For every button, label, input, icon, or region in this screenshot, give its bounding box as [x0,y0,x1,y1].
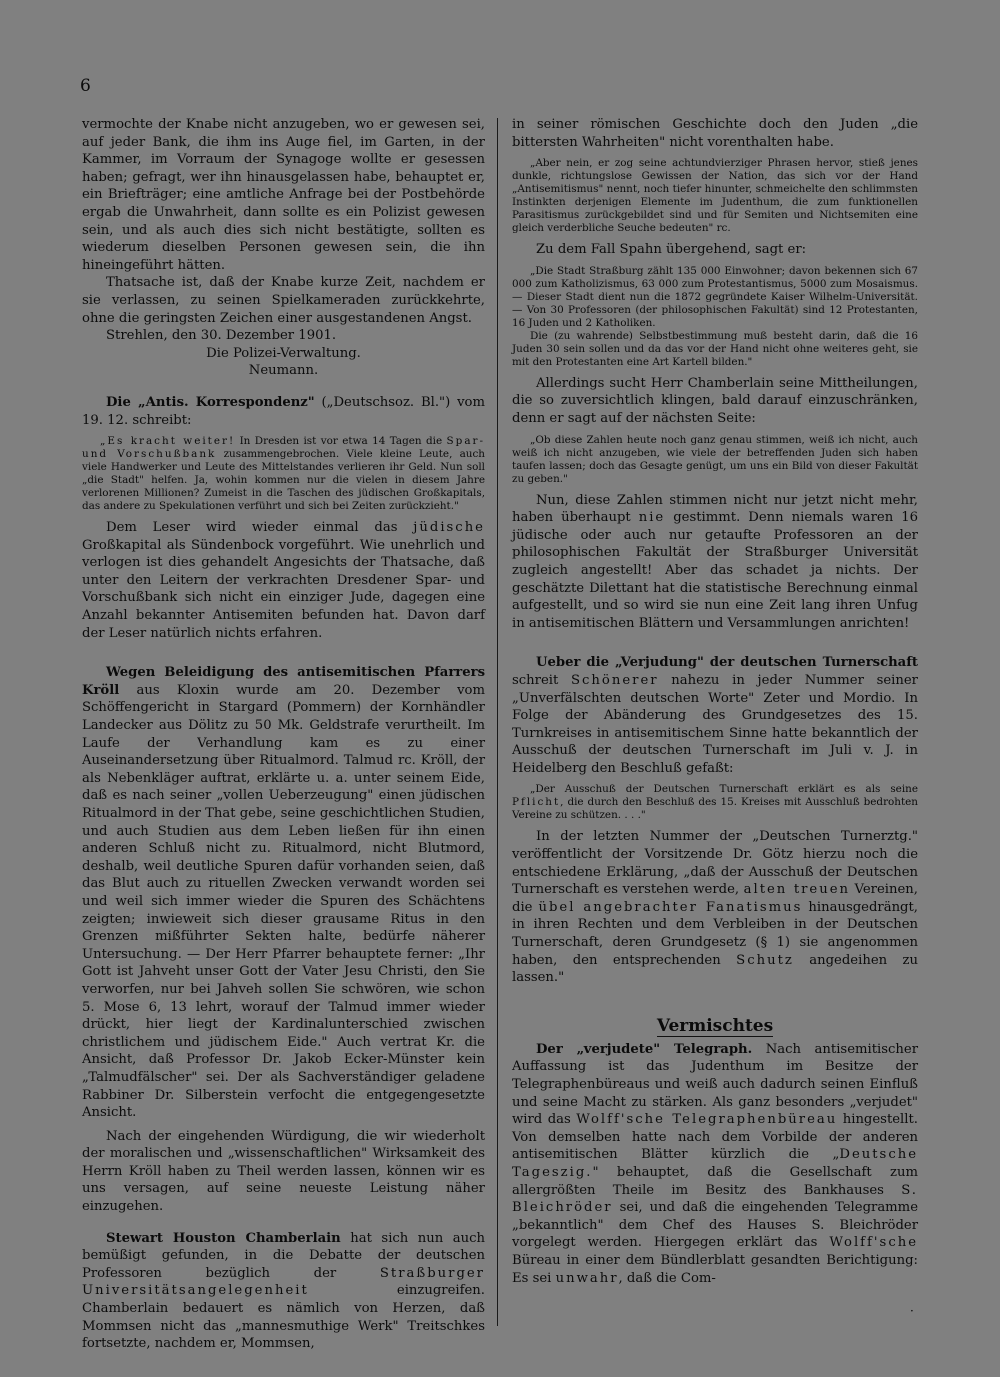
quote-block: Die (zu wahrende) Selbstbestimmung muß besteht darin, daß die 16 Juden 30 sein sollen und da das vor der Hand nicht ohne weiteres geht, sie mit den Protestanten eine Art Kartell bilden." [512,329,918,368]
paragraph: Nach der eingehenden Würdigung, die wir wiederholt der moralischen und „wissenschaftlichen" Wirksamkeit des Herrn Kröll haben zu Theil werden lassen, können wir es uns versagen, auf seine neueste Leistung näher einzugehen. [82,1128,485,1215]
heading-bold: Ueber die „Verjudung" der deutschen Turnerschaft [536,655,918,671]
paragraph: Zu dem Fall Spahn übergehend, sagt er: [536,242,807,258]
heading-rest: („Deutschsoz. Bl.") vom 19. 12. schreibt: [82,394,485,428]
paragraph: in seiner römischen Geschichte doch den Juden „die bittersten Wahrheiten" nicht vorenthalten habe. [512,117,918,150]
signature-name: Neumann. [248,363,319,379]
signature-office: Die Polizei-Verwaltung. [206,345,361,361]
section-heading: Vermischtes [656,1015,774,1036]
heading-bold: Die „Antis. Korrespondenz" [106,394,315,410]
quote-block: „Aber nein, er zog seine achtundvierziger Phrasen hervor, stieß jenes dunkle, richtungslose Gewissen der Nation, das sich vor der Hand „Antisemitismus" nennt, noch tiefer hinunter, schmeichelte den schlimmsten Instinkten derjenigen Elemente im Judenthum, die zum funktionellen Parasitismus zurückgebildet sind und für Semiten und Nichtsemiten eine gleich verderbliche Seuche bedeuten" rc. [512,157,918,235]
paragraph: Allerdings sucht Herr Chamberlain seine Mittheilungen, die so zuversichtlich klingen, bald darauf einzuschränken, denn er sagt auf der nächsten Seite: [512,375,918,426]
margin-mark: · [910,1304,914,1318]
paragraph: Thatsache ist, daß der Knabe kurze Zeit, nachdem er sie verlassen, zu seinen Spielkameraden zurückkehrte, ohne die geringsten Zeichen einer ausgestandenen Angst. [82,275,485,326]
paragraph: Dem Leser wird wieder einmal das jüdische Großkapital als Sündenbock vorgeführt. Wie unehrlich und verlogen ist dies gehandelt Angesichts der Thatsache, daß unter den Leitern der verkrachten Dresdener Spar- und Vorschußbank sich nicht ein einziger Jude, dagegen eine Anzahl bekannter Antisemiten befunden hat. Davon darf der Leser natürlich nichts erfahren. [82,520,485,641]
article-turnerschaft: Ueber die „Verjudung" der deutschen Turnerschaft schreit Schönerer nahezu in jeder Nummer seiner „Unverfälschten deutschen Worte" Zeter und Mordio. In Folge der Abänderung des Grundgesetzes des 15. Turnkreises in antisemitischem Sinne hatte bekanntlich der Ausschuß der deutschen Turnerschaft im Juli v. J. in Heidelberg den Beschluß gefaßt: [512,655,918,776]
paragraph: vermochte der Knabe nicht anzugeben, wo er gewesen sei, auf jeder Bank, die ihm ins Auge fiel, im Garten, in der Kammer, im Vorraum der Synagoge wollte er gesessen haben; gefragt, wer ihn hinausgelassen habe, behauptet er, ein Briefträger; eine amtliche Anfrage bei der Postbehörde ergab die Unwahrheit, dann sollte es ein Polizist gewesen sein, und als auch dies sich nicht bestätigte, sollten es wiederum dieselben Personen gewesen sein, die ihn hineingeführt hätten. [82,117,485,273]
right-column [512,116,918,1287]
article-pfarrer: Wegen Beleidigung des antisemitischen Pfarrers Kröll aus Kloxin wurde am 20. Dezember vom Schöffengericht in Stargard (Pommern) der Kornhändler Landecker aus Dölitz zu 50 Mk. Geldstrafe verurtheilt. Im Laufe der Verhandlung kam es zu einer Auseinandersetzung über Ritualmord. Talmud rc. Kröll, der als Nebenkläger auftrat, erklärte u. a. unter seinem Eide, daß es nach seiner „vollen Ueberzeugung" einen jüdischen Ritualmord in der That gebe, seine geschichtlichen Studien, und auch Studien aus dem Leben ließen für ihn einen anderen Schluß nicht zu. Ritualmord, nicht Blutmord, deshalb, weil deutliche Spuren dafür vorhanden seien, daß das Blut auch zu rituellen Zwecken verwandt worden sei und weil sich immer wieder die Spuren des Schächtens zeigten; inwieweit sich dieser grausame Ritus in den Grenzen mißführter Sekten halte, bedürfe näherer Untersuchung. — Der Herr Pfarrer behauptete ferner: „Ihr Gott ist Jahveht unser Gott der Vater Jesu Christi, den Sie verworfen, nur bei Jahveh sollen Sie schwören, wie schon 5. Mose 6, 13 lehrt, worauf der Talmud immer wieder drückt, hier liegt der Kardinalunterschied zwischen christlichem und jüdischem Eide." Auch vertrat Kr. die Ansicht, daß Professor Dr. Jakob Ecker-Münster kein „Talmudfälscher" sei. Der als Sachverständiger geladene Rabbiner Dr. Silberstein verfocht die entgegengesetzte Ansicht. [82,665,485,1121]
paragraph: In der letzten Nummer der „Deutschen Turnerztg." veröffentlicht der Vorsitzende Dr. Götz hierzu noch die entschiedene Erklärung, „daß der Ausschuß der Deutschen Turnerschaft es verstehen werde, alten treuen Vereinen, die übel angebrachter Fanatismus hinausgedrängt, in ihren Rechten und dem Verbleiben in der Deutschen Turnerschaft, deren Grundgesetz (§ 1) sie angenommen haben, den entsprechenden Schutz angedeihen zu lassen." [512,829,918,986]
dateline: Strehlen, den 30. Dezember 1901. [106,328,337,344]
quote-block: „Die Stadt Straßburg zählt 135 000 Einwohner; davon bekennen sich 67 000 zum Katholizismus, 63 000 zum Protestantismus, 5000 zum Mosaismus. — Dieser Stadt dient nun die 1872 gegründete Kaiser Wilhelm-Universität. — Von 30 Professoren (der philosophischen Fakultät) sind 12 Protestanten, 16 Juden und 2 Katholiken. [512,264,918,329]
heading-bold: Der „verjudete" Telegraph. [536,1041,753,1057]
heading-bold: Stewart Houston Chamberlain [106,1230,341,1246]
article-telegraph: Der „verjudete" Telegraph. Nach antisemitischer Auffassung ist das Judenthum im Besitze der Telegraphenbüreaus und weiß auch dadurch seinen Einfluß und seine Macht zu stärken. Als ganz besonders „verjudet" wird das Wolff'sche Telegraphenbüreau hingestellt. Von demselben hatte nach dem Vorbilde der anderen antisemitischen Blätter kürzlich die „Deutsche Tageszig." behauptet, daß die Gesellschaft zum allergrößten Theile im Besitz des Bankhauses S. Bleichröder sei, und daß die eingehenden Telegramme „bekanntlich" dem Chef des Hauses S. Bleichröder vorgelegt werden. Hiergegen erklärt das Wolff'sche Büreau in einer dem Bündlerblatt gesandten Berichtigung: Es sei unwahr, daß die Com- [512,1041,918,1286]
column-divider [497,118,498,1326]
quote-block: „Ob diese Zahlen heute noch ganz genau stimmen, weiß ich nicht, auch weiß ich nicht anzugeben, wie viele der betreffenden Juden sich haben taufen lassen; doch das Gesagte genügt, um uns ein Bild von dieser Fakultät zu geben." [512,433,918,485]
page-number: 6 [80,76,91,96]
left-column [82,116,485,1353]
article-chamberlain: Stewart Houston Chamberlain hat sich nun auch bemüßigt gefunden, in die Debatte der deutschen Professoren bezüglich der Straßburger Universitätsangelegenheit einzugreifen. Chamberlain bedauert es nämlich von Herzen, daß Mommsen nicht das „mannesmuthige Werk" Treitschkes fortsetzte, nachdem er, Mommsen, [82,1230,485,1352]
quote-block: „Es kracht weiter! In Dresden ist vor etwa 14 Tagen die Spar- und Vorschußbank zusammengebrochen. Viele kleine Leute, auch viele Handwerker und Leute des Mittelstandes verlieren ihr Geld. Nun soll „die Stadt" helfen. Ja, wohin kommen nur die vielen in diesem Jahre verlorenen Millionen? Zumeist in die Taschen des jüdischen Großkapitals, das andere zu Spekulationen verführt und sich bei Zeiten zurückzieht." [82,435,485,513]
paragraph: Nun, diese Zahlen stimmen nicht nur jetzt nicht mehr, haben überhaupt nie gestimmt. Denn niemals waren 16 jüdische oder auch nur getaufte Professoren an der philosophischen Fakultät der Straßburger Universität zugleich angestellt! Aber das schadet ja nichts. Der geschätzte Dilettant hat die statistische Berechnung einmal aufgestellt, und so wird sie nun eine Zeit lang ihren Unfug in antisemitischen Blättern und Versammlungen anrichten! [512,492,918,631]
heading-bold: Wegen Beleidigung des antisemitischen Pfarrers Kröll [82,665,485,698]
article-heading-korrespondenz [82,394,485,429]
quote-block: „Der Ausschuß der Deutschen Turnerschaft erklärt es als seine Pflicht, die durch den Beschluß des 15. Kreises mit Ausschluß bedrohten Vereine zu schützen. . . ." [512,783,918,822]
